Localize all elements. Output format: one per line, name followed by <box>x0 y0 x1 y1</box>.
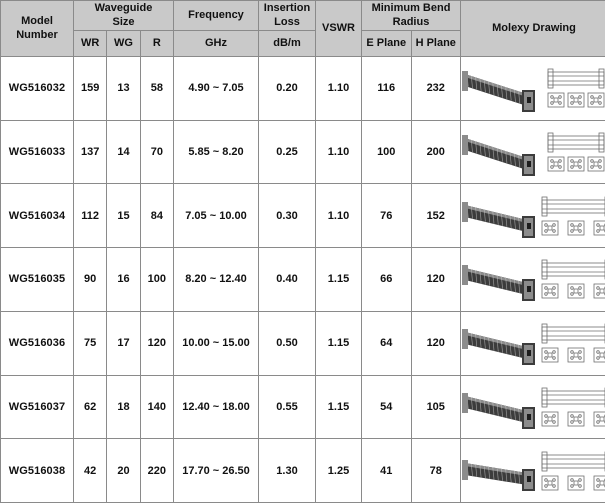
cell-molexy-drawing <box>461 375 605 439</box>
flexible-waveguide-illustration <box>461 64 539 112</box>
cell-frequency: 10.00 ~ 15.00 <box>174 311 259 375</box>
flexible-waveguide-illustration <box>461 255 539 303</box>
cell-model-number: WG516037 <box>1 375 74 439</box>
header-frequency: Frequency <box>174 1 259 31</box>
cell-vswr: 1.15 <box>316 375 362 439</box>
cell-r: 220 <box>140 439 173 503</box>
cell-insertion-loss: 0.20 <box>259 57 316 121</box>
table-row <box>1 375 605 439</box>
cell-wr: 159 <box>74 57 107 121</box>
header-insertion-loss <box>259 1 316 31</box>
header-waveguide-size-line1: Waveguide <box>94 1 153 14</box>
cell-wr: 90 <box>74 248 107 312</box>
dimension-drawing <box>539 256 605 302</box>
header-vswr: VSWR <box>316 1 362 57</box>
drawing-wrapper <box>461 63 605 113</box>
cell-frequency: 17.70 ~ 26.50 <box>174 439 259 503</box>
header-molexy-drawing: Molexy Drawing <box>461 1 605 57</box>
cell-r: 140 <box>140 375 173 439</box>
header-minimum-bend-radius-line2: Radius <box>392 15 430 28</box>
cell-vswr: 1.15 <box>316 311 362 375</box>
cell-h-plane: 232 <box>411 57 461 121</box>
table-row <box>1 248 605 312</box>
cell-insertion-loss: 0.40 <box>259 248 316 312</box>
header-wr: WR <box>74 31 107 57</box>
dimension-drawing <box>545 129 605 175</box>
cell-frequency: 4.90 ~ 7.05 <box>174 57 259 121</box>
cell-h-plane: 105 <box>411 375 461 439</box>
cell-h-plane: 200 <box>411 120 461 184</box>
drawing-wrapper <box>461 191 605 241</box>
header-ghz: GHz <box>174 31 259 57</box>
dimension-drawing <box>539 448 605 494</box>
cell-insertion-loss: 0.25 <box>259 120 316 184</box>
cell-model-number: WG516035 <box>1 248 74 312</box>
cell-r: 100 <box>140 248 173 312</box>
drawing-wrapper <box>461 382 605 432</box>
cell-frequency: 8.20 ~ 12.40 <box>174 248 259 312</box>
cell-h-plane: 120 <box>411 248 461 312</box>
cell-vswr: 1.10 <box>316 184 362 248</box>
header-minimum-bend-radius <box>362 1 461 31</box>
drawing-wrapper <box>461 254 605 304</box>
cell-model-number: WG516036 <box>1 311 74 375</box>
cell-wg: 13 <box>107 57 140 121</box>
table-header <box>1 1 605 57</box>
cell-wg: 14 <box>107 120 140 184</box>
cell-h-plane: 78 <box>411 439 461 503</box>
header-model-number-line1: Model <box>21 14 53 27</box>
header-insertion-loss-line1: Insertion <box>263 1 311 14</box>
cell-e-plane: 41 <box>362 439 412 503</box>
cell-vswr: 1.25 <box>316 439 362 503</box>
header-insertion-loss-line2: Loss <box>274 15 300 28</box>
cell-vswr: 1.15 <box>316 248 362 312</box>
table-row <box>1 184 605 248</box>
cell-e-plane: 76 <box>362 184 412 248</box>
header-row-primary <box>1 1 605 31</box>
cell-e-plane: 100 <box>362 120 412 184</box>
flexible-waveguide-illustration <box>461 383 539 431</box>
cell-molexy-drawing <box>461 184 605 248</box>
header-waveguide-size <box>74 1 174 31</box>
header-h-plane: H Plane <box>411 31 461 57</box>
cell-model-number: WG516038 <box>1 439 74 503</box>
cell-molexy-drawing <box>461 311 605 375</box>
drawing-wrapper <box>461 446 605 496</box>
cell-wr: 42 <box>74 439 107 503</box>
cell-wg: 17 <box>107 311 140 375</box>
cell-r: 70 <box>140 120 173 184</box>
cell-insertion-loss: 0.30 <box>259 184 316 248</box>
drawing-wrapper <box>461 318 605 368</box>
header-model-number-line2: Number <box>16 28 58 41</box>
table-row <box>1 439 605 503</box>
cell-insertion-loss: 0.50 <box>259 311 316 375</box>
table-body <box>1 57 605 503</box>
cell-vswr: 1.10 <box>316 57 362 121</box>
flexible-waveguide-illustration <box>461 128 539 176</box>
drawing-wrapper <box>461 127 605 177</box>
table-row <box>1 57 605 121</box>
cell-e-plane: 66 <box>362 248 412 312</box>
flexible-waveguide-illustration <box>461 319 539 367</box>
table-row <box>1 311 605 375</box>
cell-wg: 15 <box>107 184 140 248</box>
dimension-drawing <box>539 320 605 366</box>
header-minimum-bend-radius-line1: Minimum Bend <box>371 1 451 14</box>
cell-r: 84 <box>140 184 173 248</box>
cell-molexy-drawing <box>461 57 605 121</box>
flexible-waveguide-illustration <box>461 192 539 240</box>
cell-insertion-loss: 0.55 <box>259 375 316 439</box>
cell-r: 58 <box>140 57 173 121</box>
cell-molexy-drawing <box>461 248 605 312</box>
dimension-drawing <box>539 193 605 239</box>
cell-wr: 75 <box>74 311 107 375</box>
cell-wr: 137 <box>74 120 107 184</box>
cell-frequency: 12.40 ~ 18.00 <box>174 375 259 439</box>
cell-wr: 62 <box>74 375 107 439</box>
cell-h-plane: 152 <box>411 184 461 248</box>
cell-wg: 18 <box>107 375 140 439</box>
header-e-plane: E Plane <box>362 31 412 57</box>
table-row <box>1 120 605 184</box>
header-wg: WG <box>107 31 140 57</box>
cell-e-plane: 64 <box>362 311 412 375</box>
flexible-waveguide-illustration <box>461 447 539 495</box>
dimension-drawing <box>539 384 605 430</box>
cell-model-number: WG516033 <box>1 120 74 184</box>
cell-frequency: 7.05 ~ 10.00 <box>174 184 259 248</box>
cell-wg: 16 <box>107 248 140 312</box>
cell-wg: 20 <box>107 439 140 503</box>
cell-vswr: 1.10 <box>316 120 362 184</box>
header-r: R <box>140 31 173 57</box>
cell-molexy-drawing <box>461 439 605 503</box>
cell-frequency: 5.85 ~ 8.20 <box>174 120 259 184</box>
cell-e-plane: 116 <box>362 57 412 121</box>
cell-model-number: WG516034 <box>1 184 74 248</box>
cell-e-plane: 54 <box>362 375 412 439</box>
header-waveguide-size-line2: Size <box>112 15 135 28</box>
cell-h-plane: 120 <box>411 311 461 375</box>
dimension-drawing <box>545 65 605 111</box>
cell-molexy-drawing <box>461 120 605 184</box>
header-db-per-m: dB/m <box>259 31 316 57</box>
cell-insertion-loss: 1.30 <box>259 439 316 503</box>
cell-r: 120 <box>140 311 173 375</box>
cell-wr: 112 <box>74 184 107 248</box>
header-model-number <box>1 1 74 57</box>
cell-model-number: WG516032 <box>1 57 74 121</box>
